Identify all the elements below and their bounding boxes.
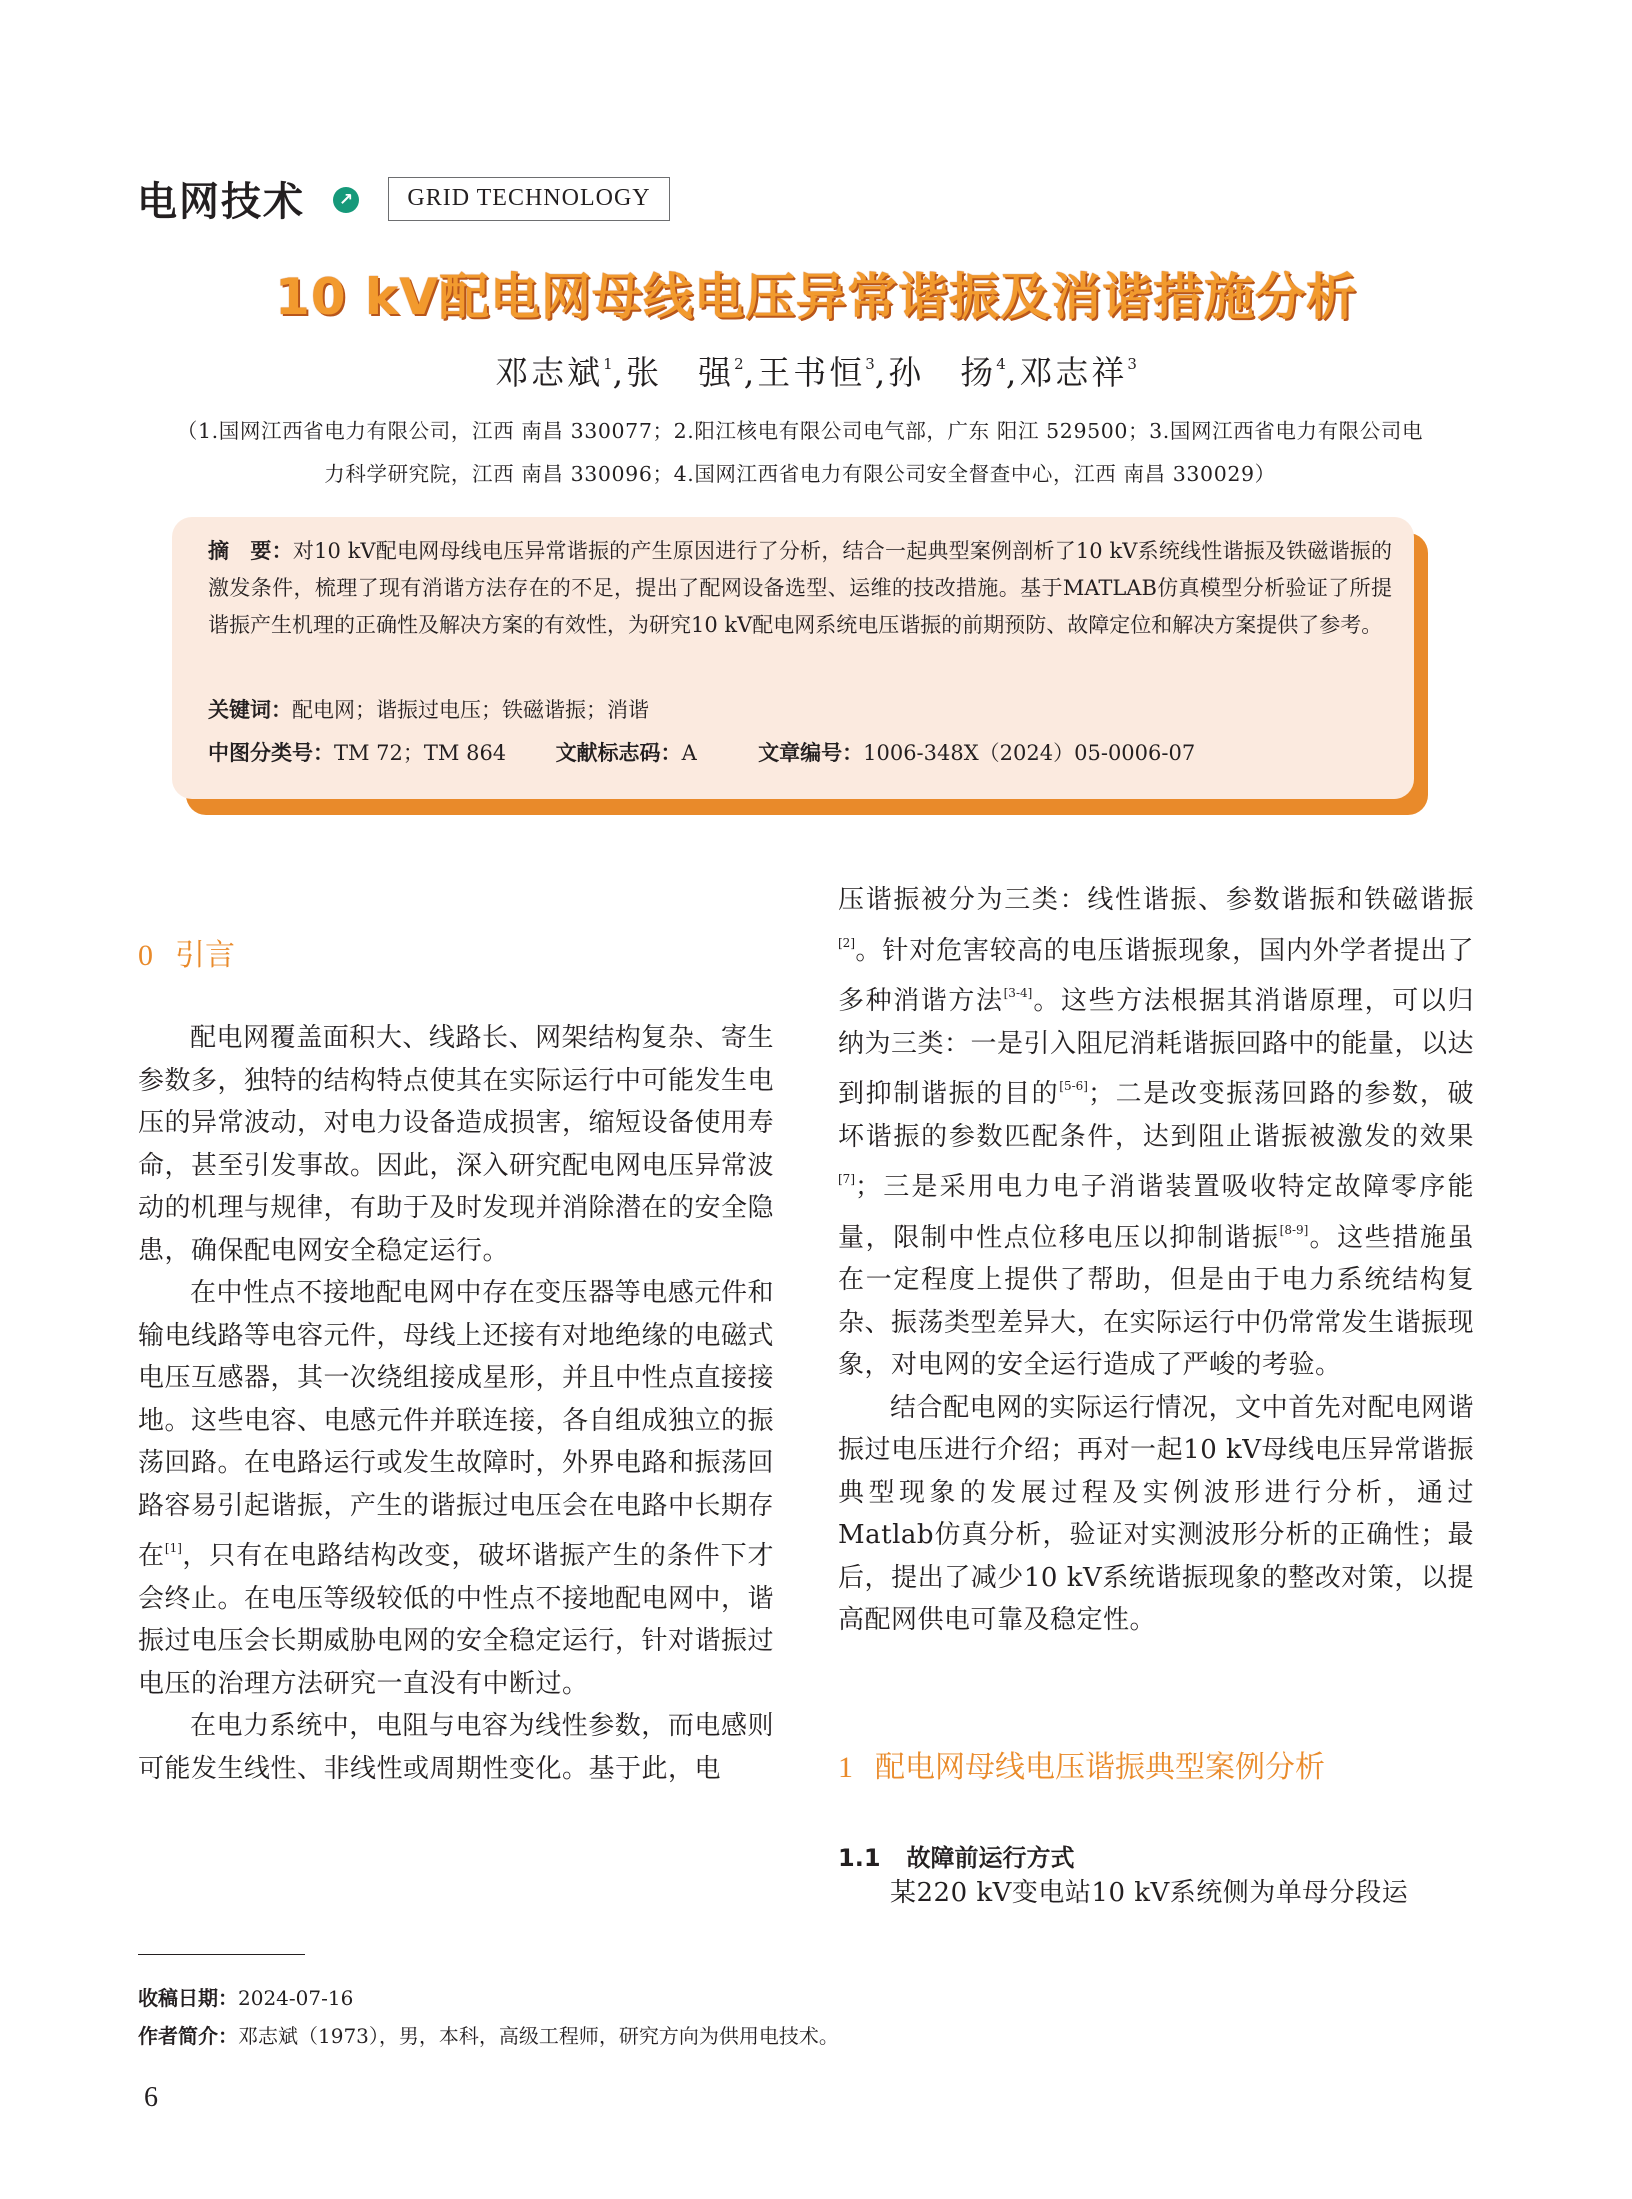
received-date — [138, 1982, 353, 2011]
abstract-body: 对10 kV配电网母线电压异常谐振的产生原因进行了分析，结合一起典型案例剖析了10 kV系统线性谐振及铁磁谐振的激发条件，梳理了现有消谐方法存在的不足，提出了配网设备选型、运维的技改措施。基于MATLAB仿真模型分析验证了所提谐振产生机理的正确性及解决方案的有效性，为研究10 kV配电网系统电压谐振的前期预防、故障定位和解决方案提供了参考。 — [208, 539, 1393, 637]
author-name: 孙 扬 — [888, 353, 997, 392]
subsection-heading-1-1 — [838, 1838, 1474, 1873]
bio-label: 作者简介： — [138, 2024, 238, 2048]
article-no-value: 1006-348X（2024）05-0006-07 — [863, 741, 1196, 765]
paragraph: 某220 kV变电站10 kV系统侧为单母分段运 — [890, 1878, 1409, 1908]
section-heading-1 — [838, 1742, 1474, 1786]
text: 。这些措施虽在一定程度上提供了帮助，但是由于电力系统结构复杂、振荡类型差异大，在实际运行中仍常常发生谐振现象，对电网的安全运行造成了严峻的考验。 — [838, 1222, 1475, 1380]
author-aff: 3 — [865, 355, 875, 373]
affiliations — [130, 410, 1470, 496]
affiliation-line: （1.国网江西省电力有限公司，江西 南昌 330077；2.阳江核电有限公司电气部，广东 阳江 529500；3.国网江西省电力有限公司电 — [176, 419, 1424, 443]
subsection-title: 故障前运行方式 — [906, 1844, 1075, 1872]
citation: [7] — [838, 1172, 855, 1186]
column-english: GRID TECHNOLOGY — [388, 177, 670, 221]
keywords: 配电网；谐振过电压；铁磁谐振；消谐 — [292, 698, 649, 722]
text: 压谐振被分为三类：线性谐振、参数谐振和铁磁谐振 — [838, 885, 1474, 915]
abstract-label: 摘 要： — [208, 539, 293, 563]
author-name: 邓志祥 — [1019, 353, 1128, 392]
citation: [3-4] — [1003, 986, 1033, 1000]
keywords-label: 关键词： — [208, 698, 292, 722]
doc-code-label: 文献标志码： — [555, 741, 682, 765]
citation: [8-9] — [1279, 1222, 1309, 1237]
subsection-number: 1.1 — [838, 1844, 881, 1872]
received-value: 2024-07-16 — [238, 1986, 354, 2010]
paragraph — [138, 1272, 774, 1705]
right-column-body — [838, 879, 1474, 1642]
column-name: 电网技术 — [137, 179, 305, 225]
section-heading-0 — [138, 930, 774, 974]
paragraph — [838, 879, 1474, 1387]
clc-value: TM 72；TM 864 — [334, 741, 507, 765]
abstract-text — [208, 533, 1392, 644]
keywords-row — [208, 694, 649, 724]
text: 。针对危害较高的电压谐振现象，国内外学者提出了多种消谐方法 — [838, 935, 1474, 1016]
footnote-divider — [138, 1954, 305, 1955]
section-number: 0 — [138, 939, 153, 972]
author-list: 邓志斌$^1$,张 强$^2$,王书恒$^3$,孙 扬$^4$,邓志祥$^3$ — [495, 353, 1137, 392]
author-aff: 4 — [996, 355, 1006, 373]
text: ；三是采用电力电子消谐装置吸收特定故障零序能量，限制中性点位移电压以抑制谐振 — [838, 1172, 1474, 1253]
citation: [5-6] — [1059, 1079, 1088, 1093]
citation: [2] — [838, 935, 855, 950]
clc-label: 中图分类号： — [208, 741, 334, 765]
section-number: 1 — [838, 1751, 853, 1784]
paragraph: 结合配电网的实际运行情况，文中首先对配电网谐振过电压进行介绍；再对一起10 kV母线电压异常谐振典型现象的发展过程及实例波形进行分析，通过Matlab仿真分析，验证对实测波形分析的正确性；最后，提出了减少10 kV系统谐振现象的整改对策，以提高配网供电可靠及稳定性。 — [838, 1392, 1474, 1635]
citation: [1] — [164, 1541, 182, 1555]
text: 在中性点不接地配电网中存在变压器等电感元件和输电线路等电容元件，母线上还接有对地绝缘的电磁式电压互感器，其一次绕组接成星形，并且中性点直接接地。这些电容、电感元件并联连接，各自组成独立的振荡回路。在电路运行或发生故障时，外界电路和振荡回路容易引起谐振，产生的谐振过电压会在电路中长期存在 — [138, 1278, 775, 1571]
doc-code-value: A — [681, 741, 697, 765]
paragraph: 配电网覆盖面积大、线路长、网架结构复杂、寄生参数多，独特的结构特点使其在实际运行中可能发生电压的异常波动，对电力设备造成损害，缩短设备使用寿命，甚至引发事故。因此，深入研究配电网电压异常波动的机理与规律，有助于及时发现并消除潜在的安全隐患，确保配电网安全稳定运行。 — [138, 1023, 775, 1266]
paragraph: 在电力系统中，电阻与电容为线性参数，而电感则可能发生线性、非线性或周期性变化。基于此，电 — [138, 1711, 774, 1784]
text: ；二是改变振荡回路的参数，破坏谐振的参数匹配条件，达到阻止谐振被激发的效果 — [838, 1079, 1474, 1152]
author-name: 张 强 — [626, 353, 735, 392]
text: ，只有在电路结构改变，破坏谐振产生的条件下才会终止。在电压等级较低的中性点不接地配电网中，谐振过电压会长期威胁电网的安全稳定运行，针对谐振过电压的治理方法研究一直没有中断过。 — [138, 1541, 775, 1699]
bio-value: 邓志斌（1973），男，本科，高级工程师，研究方向为供用电技术。 — [238, 2024, 839, 2048]
author-bio — [138, 2020, 839, 2049]
paper-title: 10 kV配电网母线电压异常谐振及消谐措施分析 — [275, 268, 1357, 326]
left-column-body — [138, 1017, 774, 1790]
right-column-body-2 — [838, 1872, 1474, 1915]
author-aff: 2 — [734, 355, 744, 373]
page-number: 6 — [144, 2082, 158, 2113]
author-name: 邓志斌 — [495, 353, 604, 392]
section-title: 引言 — [175, 938, 235, 973]
text: 。这些方法根据其消谐原理，可以归纳为三类：一是引入阻尼消耗谐振回路中的能量，以达到抑制谐振的目的 — [838, 986, 1475, 1109]
author-name: 王书恒 — [757, 353, 866, 392]
arrow-circle-icon: ↗ — [333, 187, 359, 213]
author-aff: 1 — [603, 355, 613, 373]
section-title: 配电网母线电压谐振典型案例分析 — [875, 1750, 1325, 1785]
author-aff: 3 — [1127, 355, 1137, 373]
classification-row — [208, 737, 1195, 767]
affiliation-line: 力科学研究院，江西 南昌 330096；4.国网江西省电力有限公司安全督查中心，江西 南昌 330029） — [324, 462, 1276, 486]
received-label: 收稿日期： — [138, 1986, 238, 2010]
article-no-label: 文章编号： — [758, 741, 864, 765]
